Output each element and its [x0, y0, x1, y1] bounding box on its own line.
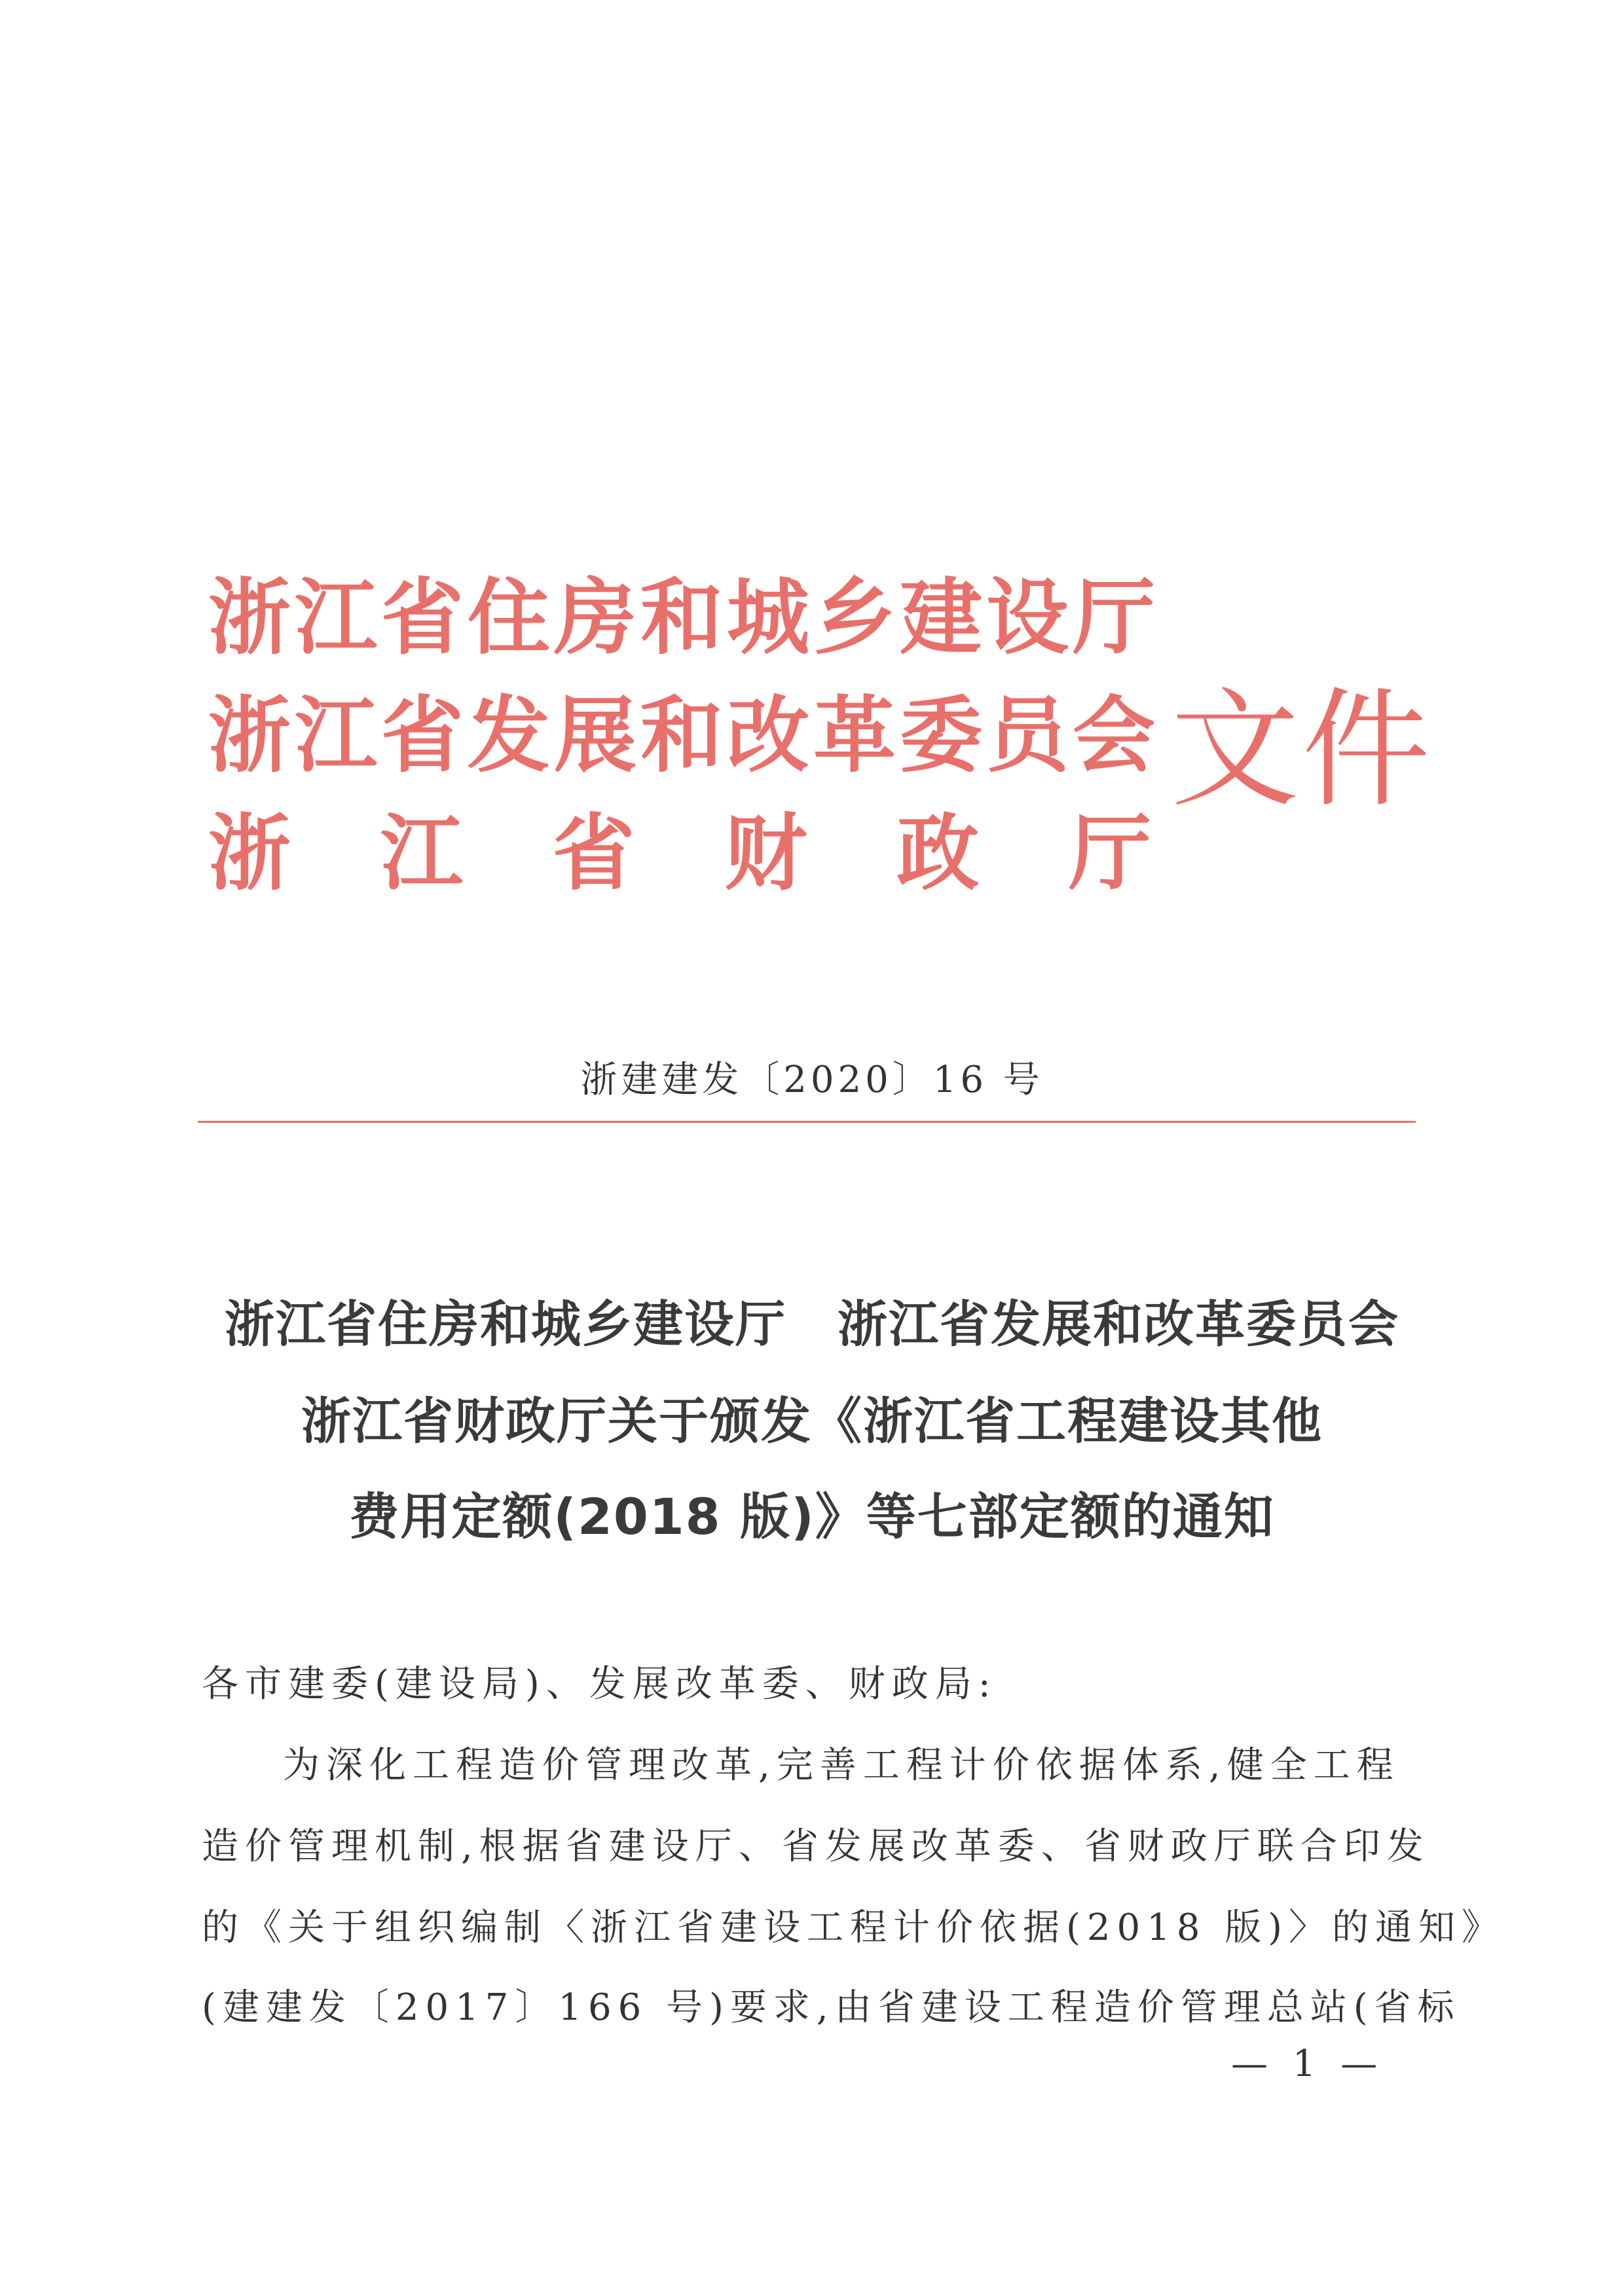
body-paragraph-line: 的《关于组织编制〈浙江省建设工程计价依据(2018 版)〉的通知》	[202, 1906, 1505, 1949]
title-line-2: 浙江省财政厅关于颁发《浙江省工程建设其他	[301, 1392, 1323, 1450]
issuer-header	[208, 563, 1433, 917]
title-line-1: 浙江省住房和城乡建设厅 浙江省发展和改革委员会	[225, 1295, 1399, 1353]
issuer-char: 财	[724, 805, 807, 902]
title-line-3: 费用定额(2018 版)》等七部定额的通知	[349, 1487, 1275, 1546]
issuer-char: 省	[552, 805, 635, 902]
issuer-line-finance-dept	[208, 805, 1151, 902]
body-paragraph-line: 为深化工程造价管理改革,完善工程计价依据体系,健全工程	[283, 1744, 1400, 1787]
issuer-char: 江	[380, 805, 463, 902]
body-paragraph-line: (建建发〔2017〕166 号)要求,由省建设工程造价管理总站(省标	[202, 1986, 1461, 2029]
page-number: — 1 —	[1231, 2043, 1384, 2085]
document-number: 浙建建发〔2020〕16 号	[580, 1059, 1044, 1101]
red-divider-line	[198, 1121, 1416, 1123]
issuer-char: 政	[896, 805, 980, 902]
issuer-line-housing-dept: 浙江省住房和城乡建设厅	[208, 569, 1159, 666]
issuer-line-development-commission: 浙江省发展和改革委员会	[208, 687, 1159, 784]
document-kind-label: 文件	[1171, 676, 1433, 825]
issuer-char: 厅	[1068, 805, 1151, 902]
issuer-char: 浙	[208, 805, 291, 902]
body-paragraph-line: 造价管理机制,根据省建设厅、省发展改革委、省财政厅联合印发	[202, 1825, 1430, 1868]
salutation: 各市建委(建设局)、发展改革委、财政局:	[202, 1663, 997, 1705]
